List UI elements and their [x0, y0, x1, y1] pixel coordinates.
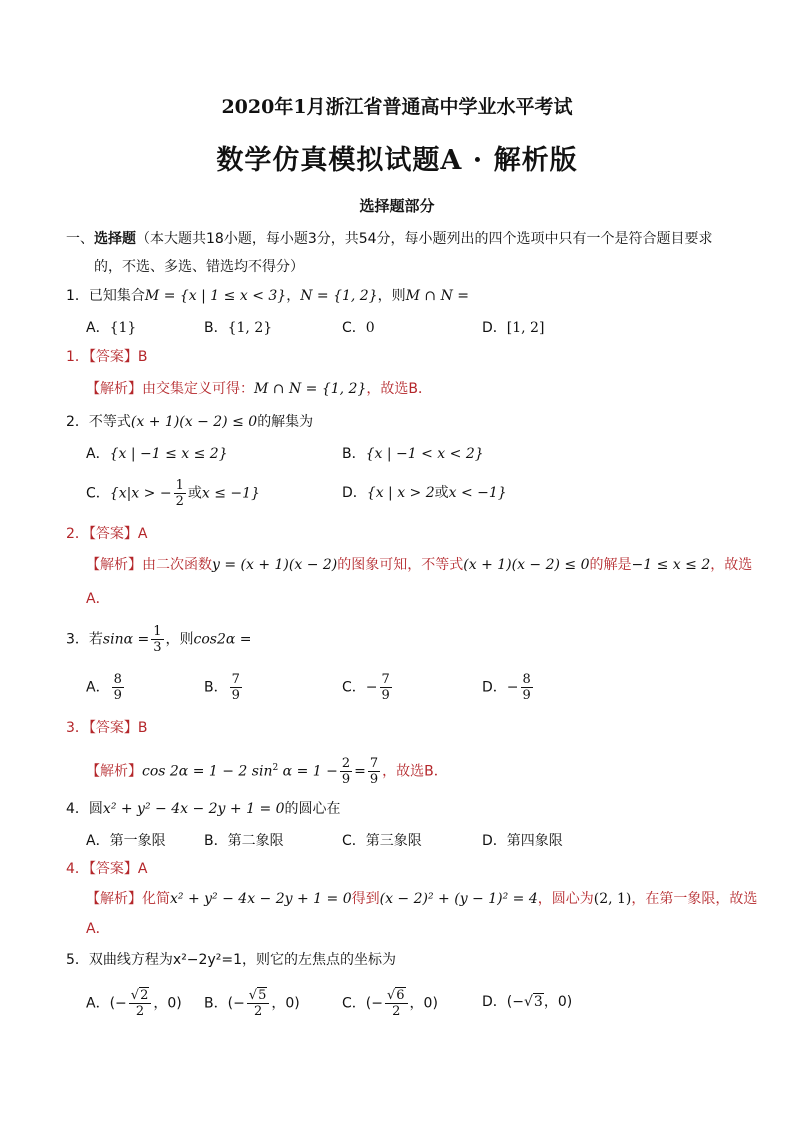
q1-analysis-expr: M ∩ N = {1, 2}: [254, 381, 367, 397]
q4-option-d: D．第四象限: [482, 833, 563, 849]
q3-opt-c-num: 7: [381, 672, 390, 687]
q4-stem-expr: x² + y² − 4x − 2y + 1 = 0: [102, 801, 285, 817]
q3-opt-d-den: 9: [522, 688, 531, 703]
q2-analysis-a: 由二次函数: [142, 557, 212, 573]
q2-analysis-expr: (x + 1)(x − 2) ≤ 0: [463, 557, 590, 573]
q5-opt-c-label: C．(−: [342, 995, 383, 1012]
q4-analysis-center: (2, 1): [593, 891, 632, 907]
q3-opt-b-den: 9: [231, 688, 240, 703]
q2-opt-b-value: {x | −1 < x < 2}: [365, 446, 484, 462]
q4-answer-num: 4．: [66, 861, 89, 877]
q5-opt-b-end: ，0): [271, 995, 300, 1012]
q2-opt-c-den: 2: [175, 494, 184, 509]
q2-opt-a-value: {x | −1 ≤ x ≤ 2}: [109, 446, 228, 462]
q5-opt-c-den: 2: [392, 1004, 401, 1019]
q2-analysis-func: y = (x + 1)(x − 2): [212, 557, 338, 573]
q4-analysis-b: 得到: [351, 891, 380, 907]
q3-stem: [66, 624, 252, 655]
q4-analysis-expr-1: x² + y² − 4x − 2y + 1 = 0: [170, 891, 352, 907]
q5-opt-a-label: A．(−: [86, 995, 127, 1012]
q1-opt-c-label: C．: [342, 320, 366, 336]
q1-opt-b-value: {1, 2}: [227, 320, 273, 336]
q2-analysis-tag: 【解析】: [86, 557, 142, 573]
q2-opt-c-post: x ≤ −1}: [201, 485, 260, 502]
q3-analysis-expr-b: α = 1 −: [278, 763, 338, 780]
q3-opt-c-label: C．: [342, 679, 366, 696]
q5-opt-b-fraction: [247, 988, 270, 1019]
q3-opt-a-num: 8: [113, 672, 122, 687]
q3-opt-b-fraction: [230, 672, 242, 703]
q1-option-b: [204, 318, 272, 338]
q4-analysis-a: 化简: [142, 891, 170, 907]
q5-opt-c-rad: 6: [396, 988, 405, 1003]
q2-opt-b-label: B．: [342, 446, 366, 462]
q2-stem-expr: (x + 1)(x − 2) ≤ 0: [130, 414, 258, 430]
q3-analysis-sq: 2: [272, 762, 279, 773]
q5-option-b: [204, 988, 300, 1019]
q2-analysis-c: 的解是: [589, 557, 632, 573]
q4-analysis-expr-2: (x − 2)² + (y − 1)² = 4: [379, 891, 538, 907]
q3-opt-c-fraction: [380, 672, 392, 703]
q4-option-c: C．第三象限: [342, 833, 422, 849]
q2-stem-b: 的解集为: [257, 414, 314, 430]
q1-opt-d-label: D．: [482, 320, 507, 336]
q4-stem-b: 的圆心在: [284, 801, 341, 817]
q1-option-c: [342, 318, 375, 338]
q2-stem-a: 2．不等式: [66, 414, 131, 430]
q2-opt-c-num: 1: [175, 478, 184, 493]
q3-answer-num: 3．: [66, 720, 89, 736]
q1-answer-tag: 【答案】B: [88, 349, 148, 365]
q1-opt-c-value: 0: [365, 320, 375, 336]
q5-stem: 5．双曲线方程为x²−2y²=1，则它的左焦点的坐标为: [66, 952, 396, 968]
q3-opt-d-label: D．: [482, 679, 507, 696]
q4-analysis: [86, 889, 757, 909]
q5-opt-c-end: ，0): [409, 995, 438, 1012]
q5-opt-b-rad: 5: [258, 988, 267, 1003]
q5-opt-a-num: [129, 988, 152, 1004]
q5-opt-a-sqrt: √2: [130, 988, 149, 1003]
q3-analysis-b: ，故选B．: [382, 763, 448, 780]
q2-opt-c-fraction: [174, 478, 186, 509]
q3-analysis-f2-num: 7: [369, 756, 379, 771]
q2-analysis-sol: −1 ≤ x ≤ 2: [631, 557, 711, 573]
q5-opt-d-rad: 3: [533, 994, 543, 1010]
q3-stem-cos: cos2α =: [193, 631, 252, 648]
q3-answer-tag: 【答案】B: [88, 720, 148, 736]
q3-analysis: [86, 756, 448, 787]
q2-answer-num: 2．: [66, 526, 89, 542]
q5-opt-d-label: D．(−: [482, 994, 524, 1010]
q1-answer-num: 1．: [66, 349, 89, 365]
q2-opt-c-label: C．: [86, 485, 110, 502]
q3-analysis-eq: =: [354, 763, 366, 780]
q3-opt-b-label: B．: [204, 679, 228, 696]
q3-option-d: [482, 672, 535, 703]
q2-answer-tag: 【答案】A: [88, 526, 148, 542]
q3-opt-a-den: 9: [113, 688, 122, 703]
intro-line-1: [66, 229, 713, 249]
paper-title: 数学仿真模拟试题A · 解析版: [216, 145, 578, 176]
section-title: 选择题部分: [359, 197, 435, 215]
q2-option-d: [342, 483, 507, 503]
q5-opt-b-sqrt: √5: [248, 988, 267, 1003]
q5-opt-b-den: 2: [253, 1004, 263, 1019]
q4-analysis-tag: 【解析】: [86, 891, 142, 907]
q5-opt-a-rad: 2: [140, 988, 149, 1003]
q3-stem-den: 3: [153, 640, 162, 655]
q1-stem: [66, 286, 469, 306]
q3-stem-num: 1: [153, 624, 162, 639]
q1-stem-a: 1．已知集合: [66, 288, 145, 304]
q4-analysis-d: ，在第一象限，故选: [631, 891, 758, 907]
q4-analysis-c: ，圆心为: [537, 891, 594, 907]
q3-analysis-f1-num: 2: [341, 756, 351, 771]
q1-comma-2: ，则: [377, 288, 406, 304]
q2-opt-d-post: x < −1}: [448, 485, 507, 501]
q2-analysis: [86, 555, 752, 575]
q3-opt-d-num: 8: [522, 672, 531, 687]
q2-option-b: [342, 444, 484, 464]
q1-opt-a-value: {1}: [109, 320, 137, 336]
q2-opt-c-mid: 或: [187, 485, 202, 502]
q1-analysis-b: ，故选B．: [366, 381, 432, 397]
q3-analysis-f2-den: 9: [369, 772, 379, 787]
q3-analysis-tag: 【解析】: [86, 763, 142, 780]
q2-stem: [66, 412, 313, 432]
q5-opt-a-end: ，0): [153, 995, 182, 1012]
q3-answer: [66, 718, 148, 738]
q3-opt-a-label: A．: [86, 679, 110, 696]
q5-opt-c-num: [385, 988, 408, 1004]
q2-answer: [66, 524, 148, 544]
q5-opt-d-sqrt: √3: [523, 994, 543, 1010]
q1-analysis-a: 由交集定义可得：: [142, 381, 254, 397]
q5-opt-a-den: 2: [135, 1004, 145, 1019]
q2-opt-d-pre: {x | x > 2: [366, 485, 435, 501]
q2-option-c: [86, 478, 260, 509]
intro-text-2: 的，不选、多选、错选均不得分）: [94, 259, 304, 275]
q2-option-a: [86, 444, 228, 464]
q3-analysis-expr-a: cos 2α = 1 − 2 sin: [142, 763, 273, 780]
q3-opt-c-sign: −: [365, 679, 378, 696]
q5-option-d: [482, 992, 572, 1012]
q4-answer-tag: 【答案】A: [88, 861, 148, 877]
q4-option-b: B．第二象限: [204, 833, 284, 849]
q3-stem-fraction: [151, 624, 163, 655]
intro-text-1: （本大题共18小题，每小题3分，共54分，每小题列出的四个选项中只有一个是符合题目要求: [136, 231, 713, 247]
q3-opt-d-fraction: [521, 672, 533, 703]
q3-analysis-frac-1: [340, 756, 352, 787]
q5-opt-c-fraction: [385, 988, 408, 1019]
q4-option-a: A．第一象限: [86, 833, 166, 849]
q3-analysis-f1-den: 9: [341, 772, 351, 787]
q3-option-a: [86, 672, 126, 703]
q2-opt-d-mid: 或: [434, 485, 449, 501]
q1-option-d: [482, 318, 544, 338]
q3-opt-a-fraction: [112, 672, 124, 703]
q2-analysis-cont: A．: [86, 591, 110, 607]
q4-analysis-cont: A．: [86, 921, 110, 937]
q1-opt-a-label: A．: [86, 320, 110, 336]
q5-opt-d-end: ，0): [543, 994, 573, 1010]
q3-analysis-frac-2: [368, 756, 380, 787]
q1-set-m: M = {x | 1 ≤ x < 3}: [144, 288, 287, 304]
q1-analysis-tag: 【解析】: [86, 381, 142, 397]
q2-analysis-b: 的图象可知，不等式: [337, 557, 464, 573]
q2-analysis-d: ，故选: [710, 557, 753, 573]
q3-stem-a: 3．若: [66, 631, 103, 648]
q2-opt-d-label: D．: [342, 485, 367, 501]
q1-opt-d-value: [1, 2]: [506, 320, 545, 336]
q2-opt-c-pre: {x|x > −: [109, 485, 172, 502]
q3-option-b: [204, 672, 244, 703]
q1-set-n: N = {1, 2}: [300, 288, 378, 304]
q4-stem: [66, 799, 341, 819]
q3-opt-d-sign: −: [506, 679, 519, 696]
q1-expr: M ∩ N =: [405, 288, 470, 304]
intro-prefix: 一、: [66, 231, 94, 247]
q4-answer: [66, 859, 148, 879]
q4-stem-a: 4．圆: [66, 801, 103, 817]
q5-option-c: [342, 988, 438, 1019]
q3-option-c: [342, 672, 394, 703]
q1-answer: [66, 347, 148, 367]
q1-option-a: [86, 318, 136, 338]
q3-stem-b: ，则: [165, 631, 194, 648]
q3-opt-b-num: 7: [231, 672, 240, 687]
q5-opt-b-num: [247, 988, 270, 1004]
q3-opt-c-den: 9: [381, 688, 390, 703]
q5-opt-a-fraction: [129, 988, 152, 1019]
q5-opt-c-sqrt: √6: [386, 988, 405, 1003]
intro-label: 选择题: [94, 231, 136, 247]
q1-analysis: [86, 379, 432, 399]
q1-opt-b-label: B．: [204, 320, 228, 336]
q2-opt-a-label: A．: [86, 446, 110, 462]
q5-option-a: [86, 988, 182, 1019]
q3-stem-sin: sinα =: [102, 631, 150, 648]
q1-comma-1: ，: [286, 288, 301, 304]
exam-title: 2020年1月浙江省普通高中学业水平考试: [221, 96, 573, 118]
q5-opt-b-label: B．(−: [204, 995, 245, 1012]
